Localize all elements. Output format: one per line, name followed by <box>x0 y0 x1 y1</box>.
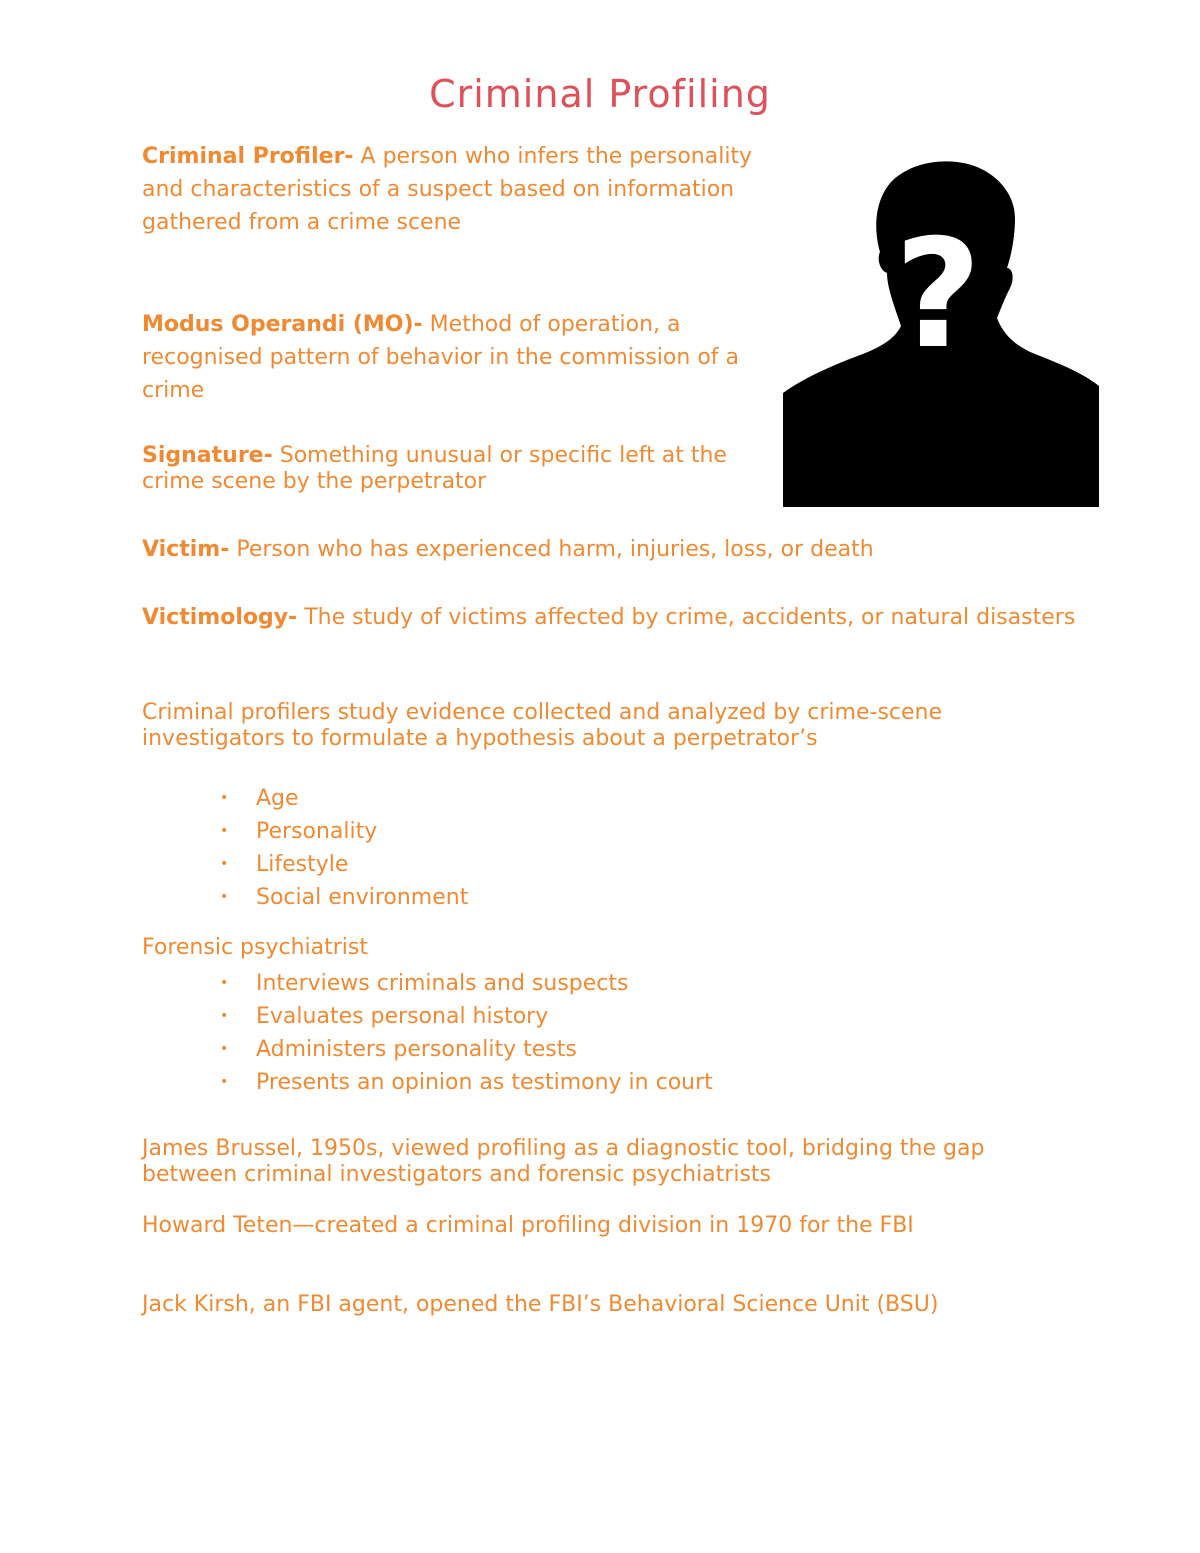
definition-signature <box>142 443 762 495</box>
definition-text: The study of victims affected by crime, accidents, or natural disasters <box>297 605 1076 630</box>
svg-text:?: ? <box>894 208 982 382</box>
bullet-icon: • <box>220 1074 229 1090</box>
list-item: • Social environment <box>220 881 468 914</box>
history-brussel: James Brussel, 1950s, viewed profiling as a diagnostic tool, bridging the gap between criminal investigators and forensic psychiatrists <box>142 1136 985 1187</box>
definition-victimology <box>142 605 1082 631</box>
definition-term: Victimology- <box>142 605 298 630</box>
definition-criminal-profiler <box>142 140 762 239</box>
list-item: • Interviews criminals and suspects <box>220 967 713 1000</box>
list-item: • Lifestyle <box>220 848 468 881</box>
definition-text: Something unusual or specific left at the crime scene by the perpetrator <box>142 443 727 494</box>
definition-text: Method of operation, a recognised pattern of behavior in the commission of a crime <box>142 312 739 403</box>
psychiatrist-heading: Forensic psychiatrist <box>142 935 368 960</box>
list-item: • Presents an opinion as testimony in court <box>220 1066 713 1099</box>
definition-term: Modus Operandi (MO)- <box>142 312 423 337</box>
definition-term: Criminal Profiler- <box>142 144 354 169</box>
profilers-list <box>220 782 468 914</box>
definition-text: A person who infers the personality and characteristics of a suspect based on information gathered from a crime scene <box>142 144 753 235</box>
history-kirsh: Jack Kirsh, an FBI agent, opened the FBI’s Behavioral Science Unit (BSU) <box>142 1292 939 1317</box>
profilers-intro: Criminal profilers study evidence collected and analyzed by crime-scene investigators to formulate a hypothesis about a perpetrator’s <box>142 700 943 751</box>
bullet-icon: • <box>220 975 229 991</box>
definition-modus-operandi <box>142 308 762 407</box>
list-item: • Evaluates personal history <box>220 1000 713 1033</box>
list-item: • Age <box>220 782 468 815</box>
bullet-icon: • <box>220 790 229 806</box>
bullet-icon: • <box>220 823 229 839</box>
bullet-icon: • <box>220 1041 229 1057</box>
psychiatrist-list <box>220 967 713 1099</box>
list-item: • Personality <box>220 815 468 848</box>
list-item: • Administers personality tests <box>220 1033 713 1066</box>
page-title: Criminal Profiling <box>429 72 771 116</box>
history-teten: Howard Teten—created a criminal profiling division in 1970 for the FBI <box>142 1213 914 1238</box>
definition-text: Person who has experienced harm, injuries, loss, or death <box>229 537 874 562</box>
unknown-person-silhouette-icon <box>783 158 1099 507</box>
bullet-icon: • <box>220 889 229 905</box>
bullet-icon: • <box>220 856 229 872</box>
definition-victim <box>142 537 1082 563</box>
definition-term: Victim- <box>142 537 230 562</box>
definition-term: Signature- <box>142 443 273 468</box>
bullet-icon: • <box>220 1008 229 1024</box>
